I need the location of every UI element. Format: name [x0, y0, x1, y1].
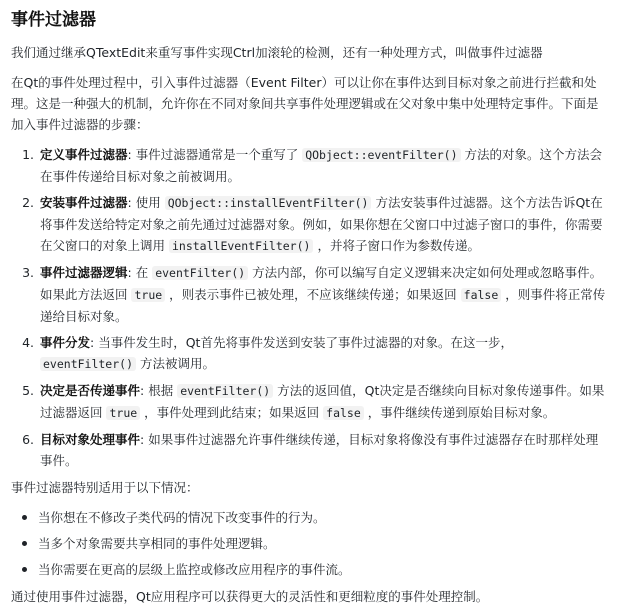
list-item-text: 当多个对象需要共享相同的事件处理逻辑。: [38, 536, 276, 551]
conclusion-paragraph: 通过使用事件过滤器，Qt应用程序可以获得更大的灵活性和更细粒度的事件处理控制。: [11, 589, 489, 604]
step-text: : 根据: [140, 383, 178, 398]
step-text: ，事件继续传递到原始目标对象。: [363, 405, 556, 420]
code-snippet: eventFilter(): [152, 266, 248, 280]
step-item: [38, 262, 608, 327]
step-item: [38, 332, 608, 375]
step-text: : 如果事件过滤器允许事件继续传递，目标对象将像没有事件过滤器存在时那样处理事件。: [40, 432, 599, 468]
code-snippet: eventFilter(): [40, 357, 136, 371]
step-text: 方法内部，你可以编写自定义逻辑来决定如何处理或忽略事件。如果此方法返回: [40, 265, 603, 302]
step-text: ，则表示事件已被处理，不应该继续传递；如果返回: [165, 287, 461, 302]
situations-list: [11, 507, 608, 580]
step-text: : 在: [127, 265, 153, 280]
steps-list: [11, 144, 608, 471]
step-term: 决定是否传递事件: [40, 383, 141, 398]
step-text: ，事件处理到此结束；如果返回: [140, 405, 324, 420]
code-snippet: true: [106, 406, 140, 420]
code-snippet: false: [461, 288, 502, 302]
code-snippet: installEventFilter(): [169, 239, 313, 253]
code-snippet: QObject::eventFilter(): [302, 148, 460, 162]
step-term: 目标对象处理事件: [40, 432, 141, 447]
step-text: 方法安装事件过滤器。这个方法告诉Qt在将事件发送给特定对象之前先通过过滤器对象。例如，如果你想在父窗口中过滤子窗口的事件，你需要在父窗口的对象上调用: [40, 195, 603, 253]
list-item-text: 当你想在不修改子类代码的情况下改变事件的行为。: [38, 510, 326, 525]
step-text: 方法的对象。这个方法会在事件传递给目标对象之前被调用。: [40, 147, 602, 184]
situations-intro: 事件过滤器特别适用于以下情况：: [11, 480, 199, 495]
page-title: 事件过滤器: [11, 10, 96, 30]
step-text: ，并将子窗口作为参数传递。: [313, 238, 480, 253]
step-term: 安装事件过滤器: [40, 195, 128, 210]
step-text: : 使用: [127, 195, 165, 210]
step-item: [38, 144, 608, 187]
step-term: 事件分发: [40, 335, 91, 350]
step-text: ，则事件将正常传递给目标对象。: [40, 287, 606, 324]
step-term: 定义事件过滤器: [40, 147, 128, 162]
list-item-text: 当你需要在更高的层级上监控或修改应用程序的事件流。: [38, 562, 351, 577]
step-item: [38, 192, 608, 257]
step-text: : 事件过滤器通常是一个重写了: [127, 147, 303, 162]
description-paragraph: 在Qt的事件处理过程中，引入事件过滤器（Event Filter）可以让你在事件达到目标对象之前进行拦截和处理。这是一种强大的机制，允许你在不同对象间共享事件处理逻辑或在父对象中集中处理特定事件。下面是加入事件过滤器的步骤：: [11, 75, 599, 132]
step-item: [38, 380, 608, 424]
code-snippet: QObject::installEventFilter(): [165, 196, 372, 210]
code-snippet: true: [131, 288, 165, 302]
list-item: [38, 533, 608, 554]
code-snippet: eventFilter(): [177, 384, 273, 398]
list-item: [38, 507, 608, 528]
step-term: 事件过滤器逻辑: [40, 265, 128, 280]
step-text: 方法被调用。: [136, 356, 215, 371]
step-text: 方法的返回值，Qt决定是否继续向目标对象传递事件。如果过滤器返回: [40, 383, 605, 420]
bullet-icon: [22, 567, 27, 572]
step-item: [38, 429, 608, 471]
bullet-icon: [22, 515, 27, 520]
step-text: : 当事件发生时，Qt首先将事件发送到安装了事件过滤器的对象。在这一步，: [90, 335, 513, 350]
bullet-icon: [22, 541, 27, 546]
intro-paragraph: 我们通过继承QTextEdit来重写事件实现Ctrl加滚轮的检测，还有一种处理方式，叫做事件过滤器: [11, 45, 543, 60]
code-snippet: false: [323, 406, 364, 420]
list-item: [38, 559, 608, 580]
